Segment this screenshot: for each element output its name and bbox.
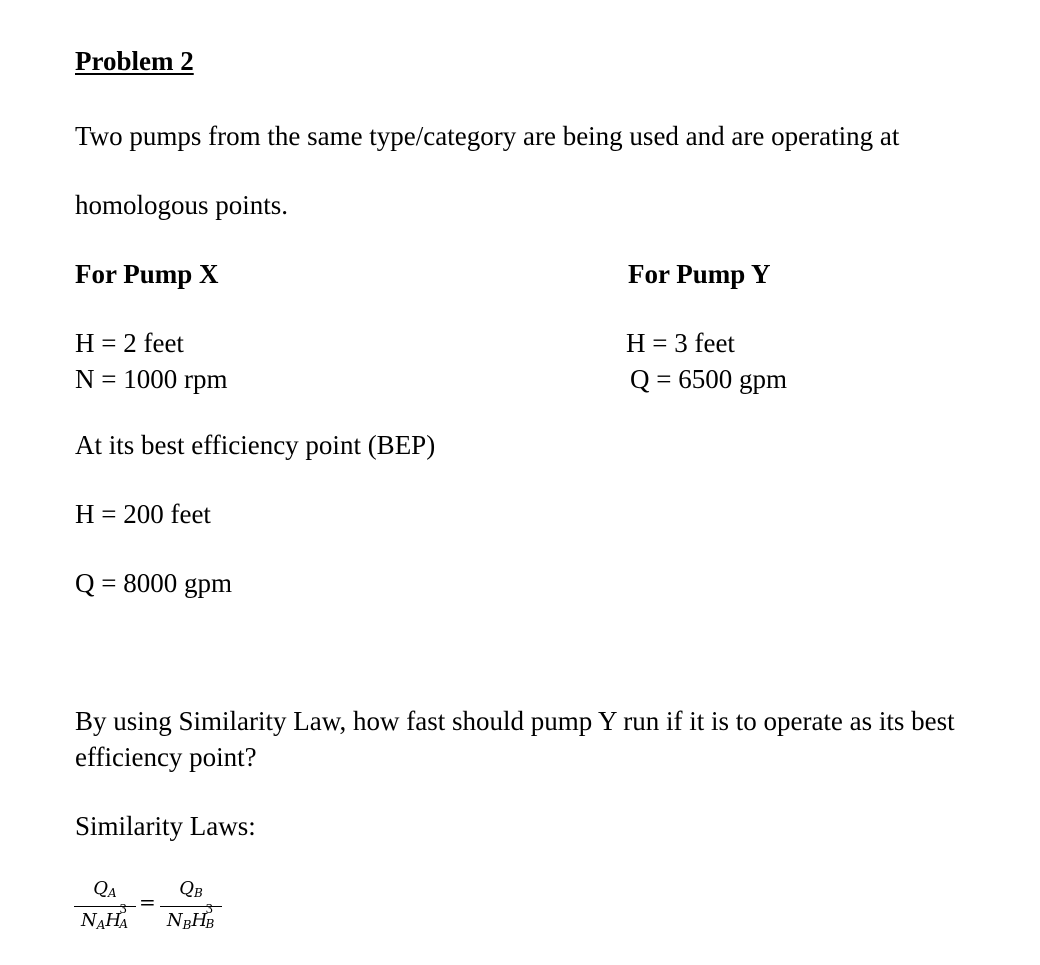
question-line-1: By using Similarity Law, how fast should pump Y run if it is to operate as its best [75, 706, 955, 736]
left-denominator: $N_AH$ 3 A [80, 902, 129, 932]
pump-x-head-value: H = 2 feet [75, 328, 184, 358]
bep-head-value: H = 200 feet [75, 499, 211, 529]
question-line-2: efficiency point? [75, 742, 257, 772]
left-fraction [74, 874, 136, 938]
intro-line-2: homologous points. [75, 190, 289, 220]
pump-y-head-value: H = 3 feet [626, 328, 735, 358]
problem-title: Problem 2 [75, 46, 194, 76]
pump-x-speed-value: N = 1000 rpm [75, 364, 228, 394]
pump-y-flow-value: Q = 6500 gpm [630, 364, 787, 394]
pump-y-heading: For Pump Y [628, 259, 771, 289]
pump-x-heading: For Pump X [75, 259, 219, 289]
similarity-laws-label: Similarity Laws: [75, 811, 256, 841]
intro-line-1: Two pumps from the same type/category are being used and are operating at [75, 121, 900, 151]
right-denominator: $N_BH$ 3 B [166, 902, 215, 932]
left-numerator: $Q_A$ [93, 878, 117, 900]
bep-label: At its best efficiency point (BEP) [75, 430, 436, 460]
bep-flow-value: Q = 8000 gpm [75, 568, 232, 598]
similarity-formula [74, 874, 234, 944]
right-fraction [160, 874, 222, 938]
equals-sign: = [139, 890, 156, 914]
right-numerator: $Q_B$ [179, 878, 203, 900]
